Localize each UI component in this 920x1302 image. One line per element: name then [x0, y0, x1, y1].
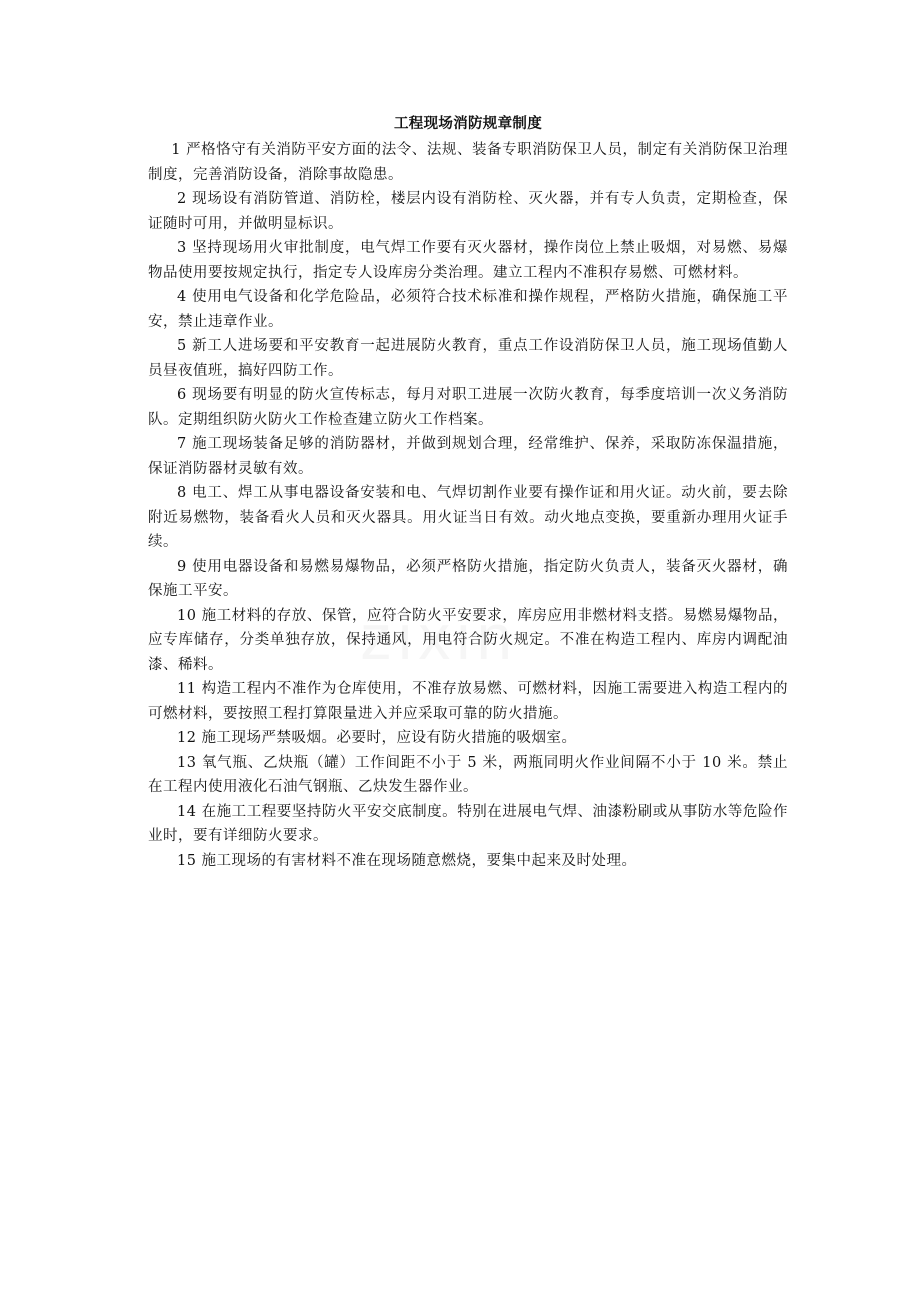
clause-14: 14 在施工工程要坚持防火平安交底制度。特别在进展电气焊、油漆粉刷或从事防水等危险作业时，要有详细防火要求。 — [148, 803, 788, 844]
clause-4: 4 使用电气设备和化学危险品，必须符合技术标准和操作规程，严格防火措施，确保施工平安，禁止违章作业。 — [148, 289, 788, 330]
clause-13: 13 氧气瓶、乙炔瓶（罐）工作间距不小于 5 米，两瓶同明火作业间隔不小于 10 米。禁止在工程内使用液化石油气钢瓶、乙炔发生器作业。 — [148, 754, 788, 795]
document-title: 工程现场消防规章制度 — [394, 115, 542, 132]
clause-11: 11 构造工程内不准作为仓库使用，不准存放易燃、可燃材料，因施工需要进入构造工程内的可燃材料，要按照工程打算限量进入并应采取可靠的防火措施。 — [148, 681, 788, 722]
clause-7: 7 施工现场装备足够的消防器材，并做到规划合理，经常维护、保养，采取防冻保温措施，保证消防器材灵敏有效。 — [148, 436, 788, 477]
clause-3: 3 坚持现场用火审批制度，电气焊工作要有灭火器材，操作岗位上禁止吸烟，对易燃、易爆物品使用要按规定执行，指定专人设库房分类治理。建立工程内不准积存易燃、可燃材料。 — [148, 240, 788, 281]
clause-5: 5 新工人进场要和平安教育一起进展防火教育，重点工作设消防保卫人员，施工现场值勤人员昼夜值班，搞好四防工作。 — [148, 338, 788, 379]
clause-12: 12 施工现场严禁吸烟。必要时，应设有防火措施的吸烟室。 — [177, 730, 577, 746]
clause-10: 10 施工材料的存放、保管，应符合防火平安要求，库房应用非燃材料支搭。易燃易爆物品，应专库储存，分类单独存放，保持通风，用电符合防火规定。不准在构造工程内、库房内调配油漆、稀料。 — [148, 607, 788, 673]
clause-15: 15 施工现场的有害材料不准在现场随意燃烧，要集中起来及时处理。 — [177, 852, 637, 869]
clause-6: 6 现场要有明显的防火宣传标志，每月对职工进展一次防火教育，每季度培训一次义务消防队。定期组织防火防火工作检查建立防火工作档案。 — [148, 387, 788, 428]
clause-9: 9 使用电器设备和易燃易爆物品，必须严格防火措施，指定防火负责人，装备灭火器材，确保施工平安。 — [148, 558, 788, 599]
clause-2: 2 现场设有消防管道、消防栓，楼层内设有消防栓、灭火器，并有专人负责，定期检查，保证随时可用，并做明显标识。 — [148, 191, 788, 232]
document-page — [148, 112, 788, 873]
clause-1: 1 严格恪守有关消防平安方面的法令、法规、装备专职消防保卫人员，制定有关消防保卫治理制度，完善消防设备，消除事故隐患。 — [148, 142, 788, 183]
clause-8: 8 电工、焊工从事电器设备安装和电、气焊切割作业要有操作证和用火证。动火前，要去除附近易燃物，装备看火人员和灭火器具。用火证当日有效。动火地点变换，要重新办理用火证手续。 — [148, 485, 788, 550]
